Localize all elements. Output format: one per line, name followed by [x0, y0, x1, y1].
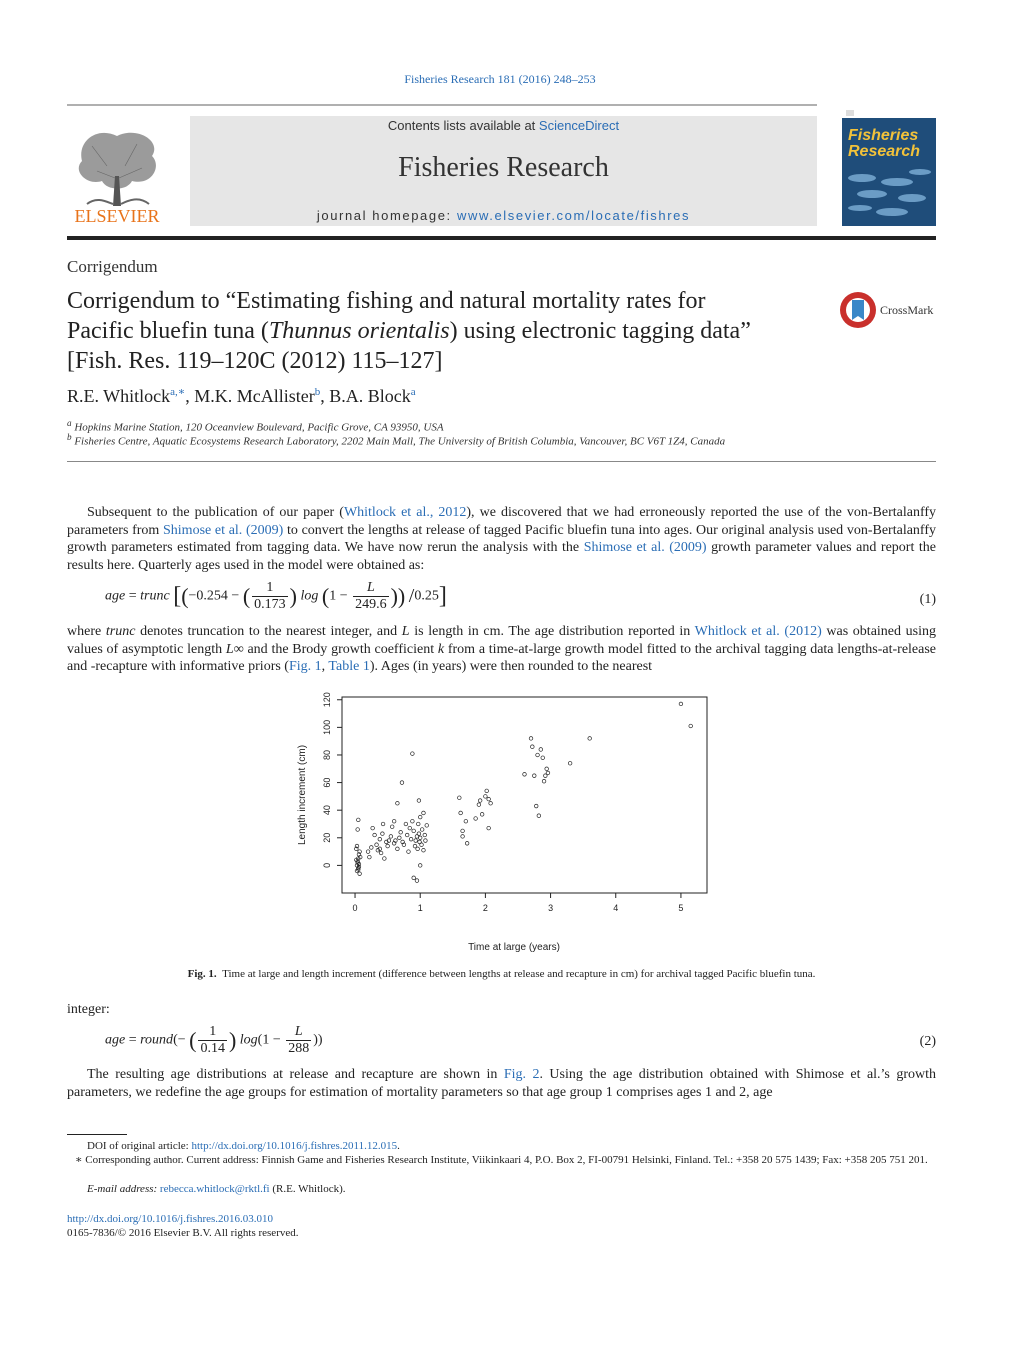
author: R.E. Whitlock	[67, 386, 171, 406]
journal-cover	[842, 108, 936, 226]
y-tick-label: 0	[322, 862, 332, 868]
citation-link[interactable]: Shimose et al. (2009)	[583, 540, 707, 555]
data-point	[542, 779, 546, 783]
data-point	[459, 811, 463, 815]
figure-1-caption: Fig. 1. Time at large and length increment (difference between lengths at release and recapture in cm) for archival tagged Pacific bluefin tuna.	[187, 968, 816, 980]
data-point	[412, 876, 416, 880]
data-point	[478, 799, 482, 803]
data-point	[464, 819, 468, 823]
data-point	[474, 817, 478, 821]
footnote-doi-original: DOI of original article: http://dx.doi.org/10.1016/j.fishres.2011.12.015.	[87, 1140, 400, 1152]
data-point	[398, 836, 402, 840]
equation-1-number: (1)	[919, 592, 936, 607]
data-point	[420, 843, 424, 847]
footnote-corresponding: ∗ Corresponding author. Current address: Finnish Game and Fisheries Research Institute, Viikinkaari 4, P.O. Box 2, FI-00791 Helsinki, Finland. Tel.: +358 20 575 1439; Fax: +358 205 751 201.	[75, 1154, 928, 1166]
data-point	[420, 828, 424, 832]
homepage-line: journal homepage: www.elsevier.com/locate/fishres	[316, 208, 691, 223]
data-point	[356, 818, 360, 822]
x-tick-label: 3	[548, 903, 554, 913]
figure-link[interactable]: Fig. 1	[288, 659, 322, 674]
data-point	[390, 825, 394, 829]
citation-link[interactable]: Shimose et al. (2009)	[163, 522, 284, 538]
author-sup[interactable]: b	[314, 386, 321, 398]
data-point	[411, 819, 415, 823]
author: M.K. McAllister	[194, 386, 315, 406]
data-point	[489, 801, 493, 805]
data-point	[381, 822, 385, 826]
x-tick-label: 2	[482, 903, 488, 913]
footnote-rule	[67, 1134, 127, 1135]
data-point	[461, 829, 465, 833]
title-line-1: Corrigendum to “Estimating fishing and natural mortality rates for	[67, 288, 706, 314]
data-point	[679, 702, 683, 706]
header-thick-rule	[67, 236, 936, 240]
affiliation-a: $^a$ Hopkins Marine Station, 120 Oceanview Boulevard, Pacific Grove, CA 93950, USA	[67, 418, 444, 434]
data-point	[404, 822, 408, 826]
data-point	[407, 850, 411, 854]
data-point	[484, 795, 488, 799]
y-tick-label: 100	[322, 719, 332, 735]
y-tick-label: 120	[322, 692, 332, 708]
x-tick-label: 5	[678, 903, 684, 913]
author-sup[interactable]: a	[410, 386, 416, 398]
paragraph-3: integer:	[67, 1002, 110, 1017]
data-point	[545, 767, 549, 771]
cover-title-line1: Fisheries	[848, 127, 919, 144]
x-tick-label: 0	[352, 903, 358, 913]
data-point	[487, 797, 491, 801]
data-points	[355, 702, 693, 882]
data-point	[392, 819, 396, 823]
citation-link[interactable]: Whitlock et al., 2012	[343, 505, 467, 520]
data-point	[417, 832, 421, 836]
data-point	[358, 872, 362, 876]
elsevier-wordmark: ELSEVIER	[74, 206, 160, 226]
author-list: R.E. Whitlock$^{a,∗}$, M.K. McAllister$^b$, B.A. Block$^a$	[67, 386, 416, 406]
sciencedirect-link[interactable]: ScienceDirect	[538, 118, 620, 133]
footnote-email: E-mail address: rebecca.whitlock@rktl.fi (R.E. Whitlock).	[87, 1183, 346, 1195]
figure-link[interactable]: Fig. 2	[503, 1067, 540, 1082]
y-axis	[322, 692, 342, 868]
citation-link[interactable]: Whitlock et al. (2012)	[694, 624, 822, 639]
data-point	[378, 837, 382, 841]
x-tick-label: 1	[417, 903, 423, 913]
data-point	[389, 835, 393, 839]
data-point	[461, 835, 465, 839]
data-point	[371, 826, 375, 830]
data-point	[375, 843, 379, 847]
data-point	[417, 799, 421, 803]
data-point	[487, 826, 491, 830]
paragraph-1: Subsequent to the publication of our paper (Whitlock et al., 2012), we discovered that we had erroneously reported the use of the von-Bertalanffy parameters from Shimose et al. (2009) to convert the lengths at release of tagged Pacific bluefin tuna into ages. Our original analysis used von-Bertalanffy growth parameters estimated from tagging data. We have now rerun the analysis with the Shimose et al. (2009) growth parameter values and report the results here. Quarterly ages used in the model were obtained as:	[67, 505, 937, 573]
data-point	[396, 847, 400, 851]
data-point	[409, 837, 413, 841]
data-point	[532, 774, 536, 778]
data-point	[568, 761, 572, 765]
y-tick-label: 20	[322, 832, 332, 843]
data-point	[536, 753, 540, 757]
data-point	[523, 772, 527, 776]
data-point	[422, 811, 426, 815]
article-type: Corrigendum	[67, 257, 158, 276]
data-point	[534, 804, 538, 808]
data-point	[414, 839, 418, 843]
data-point	[529, 737, 533, 741]
data-point	[383, 857, 387, 861]
data-point	[425, 824, 429, 828]
data-point	[368, 855, 372, 859]
x-axis	[353, 893, 684, 913]
data-point	[465, 842, 469, 846]
figure-1-scatter	[290, 688, 720, 960]
data-point	[485, 789, 489, 793]
crossmark-label: CrossMark	[880, 303, 934, 317]
journal-title: Fisheries Research	[398, 152, 609, 183]
data-point	[412, 829, 416, 833]
article-title	[67, 286, 827, 376]
equation-2: age = round(− ( $\frac{1}{0.14}$ ) log(1 − $\frac{L}{288}$ ))	[105, 1024, 323, 1056]
data-point	[405, 833, 409, 837]
data-point	[588, 737, 592, 741]
y-tick-label: 40	[322, 805, 332, 816]
data-point	[539, 748, 543, 752]
header-rule	[67, 104, 817, 106]
data-point	[531, 745, 535, 749]
y-axis-label: Length increment (cm)	[297, 744, 308, 846]
data-point	[370, 846, 374, 850]
section-rule	[67, 461, 936, 462]
data-point	[408, 826, 412, 830]
data-point	[416, 847, 420, 851]
table-link[interactable]: Table 1	[328, 659, 370, 674]
data-point	[396, 801, 400, 805]
title-line-2: Pacific bluefin tuna (Thunnus orientalis) using electronic tagging data”	[67, 318, 751, 344]
homepage-link[interactable]: www.elsevier.com/locate/fishres	[456, 208, 691, 223]
author-sup[interactable]: a,∗	[170, 386, 186, 398]
data-point	[411, 752, 415, 756]
x-tick-label: 4	[613, 903, 619, 913]
data-point	[546, 771, 550, 775]
data-point	[541, 756, 545, 760]
doi-original-link[interactable]: http://dx.doi.org/10.1016/j.fishres.2011.12.015	[191, 1140, 398, 1152]
article-doi-link[interactable]: http://dx.doi.org/10.1016/j.fishres.2016.03.010	[67, 1213, 274, 1225]
data-point	[373, 833, 377, 837]
journal-reference[interactable]: Fisheries Research 181 (2016) 248–253	[404, 72, 596, 86]
data-point	[356, 828, 360, 832]
email-link[interactable]: rebecca.whitlock@rktl.fi	[159, 1183, 270, 1195]
data-point	[418, 836, 422, 840]
data-point	[379, 851, 383, 855]
plot-frame	[342, 697, 707, 893]
x-axis-label: Time at large (years)	[468, 942, 560, 953]
article-doi	[67, 1212, 936, 1227]
data-point	[418, 815, 422, 819]
affiliation-b: $^b$ Fisheries Centre, Aquatic Ecosystems Research Laboratory, 2202 Main Mall, The University of British Columbia, Vancouver, BC V6T 1Z4, Canada	[67, 432, 726, 448]
data-point	[423, 833, 427, 837]
data-point	[422, 848, 426, 852]
data-point	[381, 832, 385, 836]
data-point	[458, 796, 462, 800]
cover-title-line2: Research	[848, 143, 921, 160]
contents-line: Contents lists available at ScienceDirect	[387, 118, 620, 133]
data-point	[400, 781, 404, 785]
equation-1: age = trunc [(−0.254 − ( $\frac{1}{0.173}$ ) log (1 − $\frac{L}{249.6}$ )) /0.25]	[105, 580, 447, 612]
data-point	[689, 724, 693, 728]
data-point	[418, 864, 422, 868]
elsevier-logo	[67, 116, 167, 226]
crossmark-badge[interactable]	[838, 290, 938, 330]
data-point	[537, 814, 541, 818]
equation-2-number: (2)	[919, 1034, 936, 1049]
data-point	[424, 839, 428, 843]
data-point	[480, 813, 484, 817]
author: B.A. Block	[329, 386, 411, 406]
copyright: 0165-7836/© 2016 Elsevier B.V. All rights reserved.	[67, 1227, 299, 1239]
data-point	[386, 844, 390, 848]
data-point	[477, 803, 481, 807]
data-point	[416, 822, 420, 826]
data-point	[399, 830, 403, 834]
paragraph-2: where trunc denotes truncation to the nearest integer, and L is length in cm. The age distribution reported in Whitlock et al. (2012) was obtained using values of asymptotic length L∞ and the Brody growth coefficient k from a time-at-large growth model fitted to the archival tagging data lengths-at-release and -recapture with informative priors (Fig. 1, Table 1). Ages (in years) were then rounded to the nearest	[67, 624, 937, 674]
data-point	[415, 879, 419, 883]
paragraph-4: The resulting age distributions at release and recapture are shown in Fig. 2. Using the age distribution obtained with Shimose et al.’s growth parameters, we redefine the age groups for estimation of mortality parameters so that age group 1 comprises ages 1 and 2, age	[67, 1067, 936, 1100]
y-tick-label: 60	[322, 777, 332, 788]
y-tick-label: 80	[322, 749, 332, 760]
data-point	[366, 850, 370, 854]
title-line-3: [Fish. Res. 119–120C (2012) 115–127]	[67, 348, 443, 374]
